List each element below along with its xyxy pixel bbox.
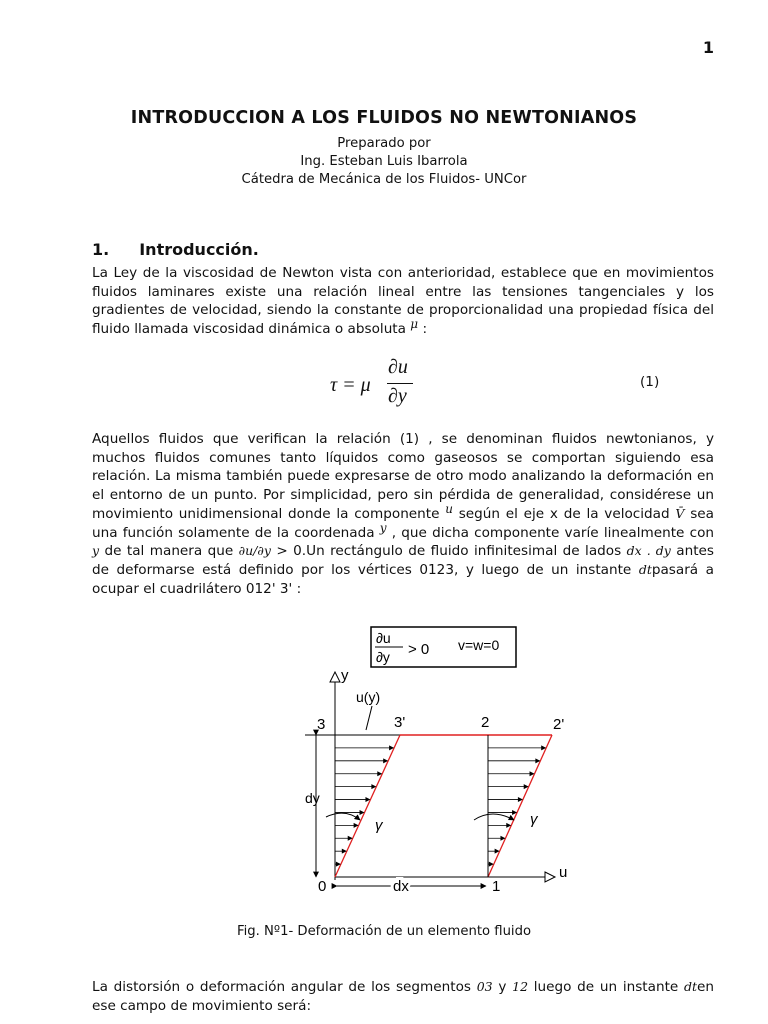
text-span: La distorsión o deformación angular de los segmentos <box>92 979 472 995</box>
text-line: relación. La misma también puede expresarse de otro modo analizando la deformación en <box>92 468 714 485</box>
deformation-figure <box>0 610 768 910</box>
section-heading <box>92 240 259 259</box>
mu-symbol: μ <box>410 317 419 332</box>
prepared-by: Preparado por <box>337 136 431 151</box>
text-line <box>92 561 714 580</box>
velocity-vector-symbol: V̄ <box>675 505 685 521</box>
text-line: fluidos laminares existe una relación lineal entre las tensiones tangenciales y los <box>92 283 714 300</box>
box-denominator: ∂y <box>376 649 390 665</box>
text-line: muchos fluidos comunes tanto líquidos como gaseosos se comportan siguiendo esa <box>92 449 714 466</box>
text-span: movimiento unidimensional donde la componente <box>92 505 440 522</box>
text-span: pasará a <box>651 561 714 578</box>
fraction-bar <box>387 383 413 384</box>
text-span: de deformarse está definido por los vértices 0123, y luego de un instante <box>92 561 632 578</box>
profile-leader <box>366 706 372 730</box>
u-axis-label: u <box>559 864 568 881</box>
equation-lhs: τ = μ <box>330 374 371 396</box>
deformed-left-edge <box>335 735 400 877</box>
author: Ing. Esteban Luis Ibarrola <box>300 154 468 169</box>
derivative-symbol: ∂u/∂y <box>238 543 271 559</box>
velocity-arrows-right <box>488 745 546 866</box>
gamma-label-left: γ <box>375 817 383 834</box>
u-symbol: u <box>445 501 453 516</box>
text-span: > 0.Un rectángulo de fluido infinitesimal de lados <box>276 543 622 560</box>
text-span: luego de un instante <box>533 979 679 995</box>
y-axis-arrowhead <box>330 672 340 682</box>
equation-numerator: ∂u <box>388 356 408 378</box>
text-span: de tal manera que <box>104 543 234 560</box>
deformed-right-edge <box>488 735 552 877</box>
dt-symbol: dt <box>638 561 652 577</box>
text-line: gradientes de velocidad, siendo la constante de proporcionalidad una propiedad física del <box>92 302 714 319</box>
vertex-0: 0 <box>318 878 327 895</box>
text-line <box>92 978 714 997</box>
text-span: una función solamente de la coordenada <box>92 524 375 541</box>
vertex-2: 2 <box>481 714 490 731</box>
paragraph-2 <box>92 430 714 598</box>
vertex-1: 1 <box>492 878 501 895</box>
equation-denominator: ∂y <box>388 385 407 407</box>
department: Cátedra de Mecánica de los Fluidos- UNCor <box>241 172 527 187</box>
document-title: INTRODUCCION A LOS FLUIDOS NO NEWTONIANOS <box>130 108 638 128</box>
vertex-3: 3 <box>317 716 326 733</box>
u-axis-arrowhead <box>545 872 555 882</box>
equation-label: (1) <box>640 374 660 390</box>
text-span: en <box>697 979 714 995</box>
dx-dy-symbol: dx . dy <box>626 543 671 559</box>
gamma-label-right: γ <box>530 811 538 828</box>
text-line <box>92 501 714 524</box>
text-span: y <box>498 979 507 995</box>
angle-arc-right <box>474 814 514 820</box>
text-line: ese campo de movimiento será: <box>92 997 312 1014</box>
text-span: : <box>422 321 428 338</box>
text-line <box>92 542 714 561</box>
text-line <box>92 317 714 339</box>
text-line: La Ley de la viscosidad de Newton vista con anterioridad, establece que en movimientos <box>92 265 714 281</box>
section-title: Introducción. <box>139 240 259 259</box>
y-axis-label: y <box>341 667 349 684</box>
text-line: Aquellos fluidos que verifican la relación (1) , se denominan fluidos newtonianos, y <box>92 431 714 447</box>
paragraph-1 <box>92 264 714 339</box>
segment-12-symbol: 12 <box>512 979 529 994</box>
paragraph-3 <box>92 978 714 1015</box>
text-line: el entorno de un punto. Por simplicidad, pero sin pérdida de generalidad, considérese un <box>92 487 714 504</box>
figure-caption: Fig. Nº1- Deformación de un elemento fluido <box>236 924 532 939</box>
vertex-2p: 2' <box>553 716 565 733</box>
y-symbol: y <box>379 520 387 535</box>
text-span: sea <box>690 505 714 522</box>
vertex-3p: 3' <box>394 714 406 731</box>
text-span: antes <box>676 543 714 560</box>
text-line <box>92 520 715 543</box>
velocity-arrows-left <box>335 745 394 866</box>
text-span: fluido llamada viscosidad dinámica o absoluta <box>92 321 406 338</box>
dt-symbol: dt <box>683 979 698 994</box>
text-line: ocupar el cuadrilátero 012' 3' : <box>92 580 302 597</box>
box-relation: > 0 <box>408 641 430 658</box>
section-number: 1. <box>92 240 110 259</box>
dx-label: dx <box>393 878 409 895</box>
angle-arc-left <box>326 813 360 820</box>
profile-label: u(y) <box>356 689 381 705</box>
box-numerator: ∂u <box>376 630 391 646</box>
box-condition: v=w=0 <box>458 637 500 653</box>
dy-label: dy <box>305 790 320 806</box>
text-span: según el eje x de la velocidad <box>458 505 670 522</box>
y-symbol: y <box>92 543 100 559</box>
page-number: 1 <box>702 38 714 57</box>
segment-03-symbol: 03 <box>476 979 493 994</box>
text-span: , que dicha componente varíe linealmente con <box>391 524 715 541</box>
